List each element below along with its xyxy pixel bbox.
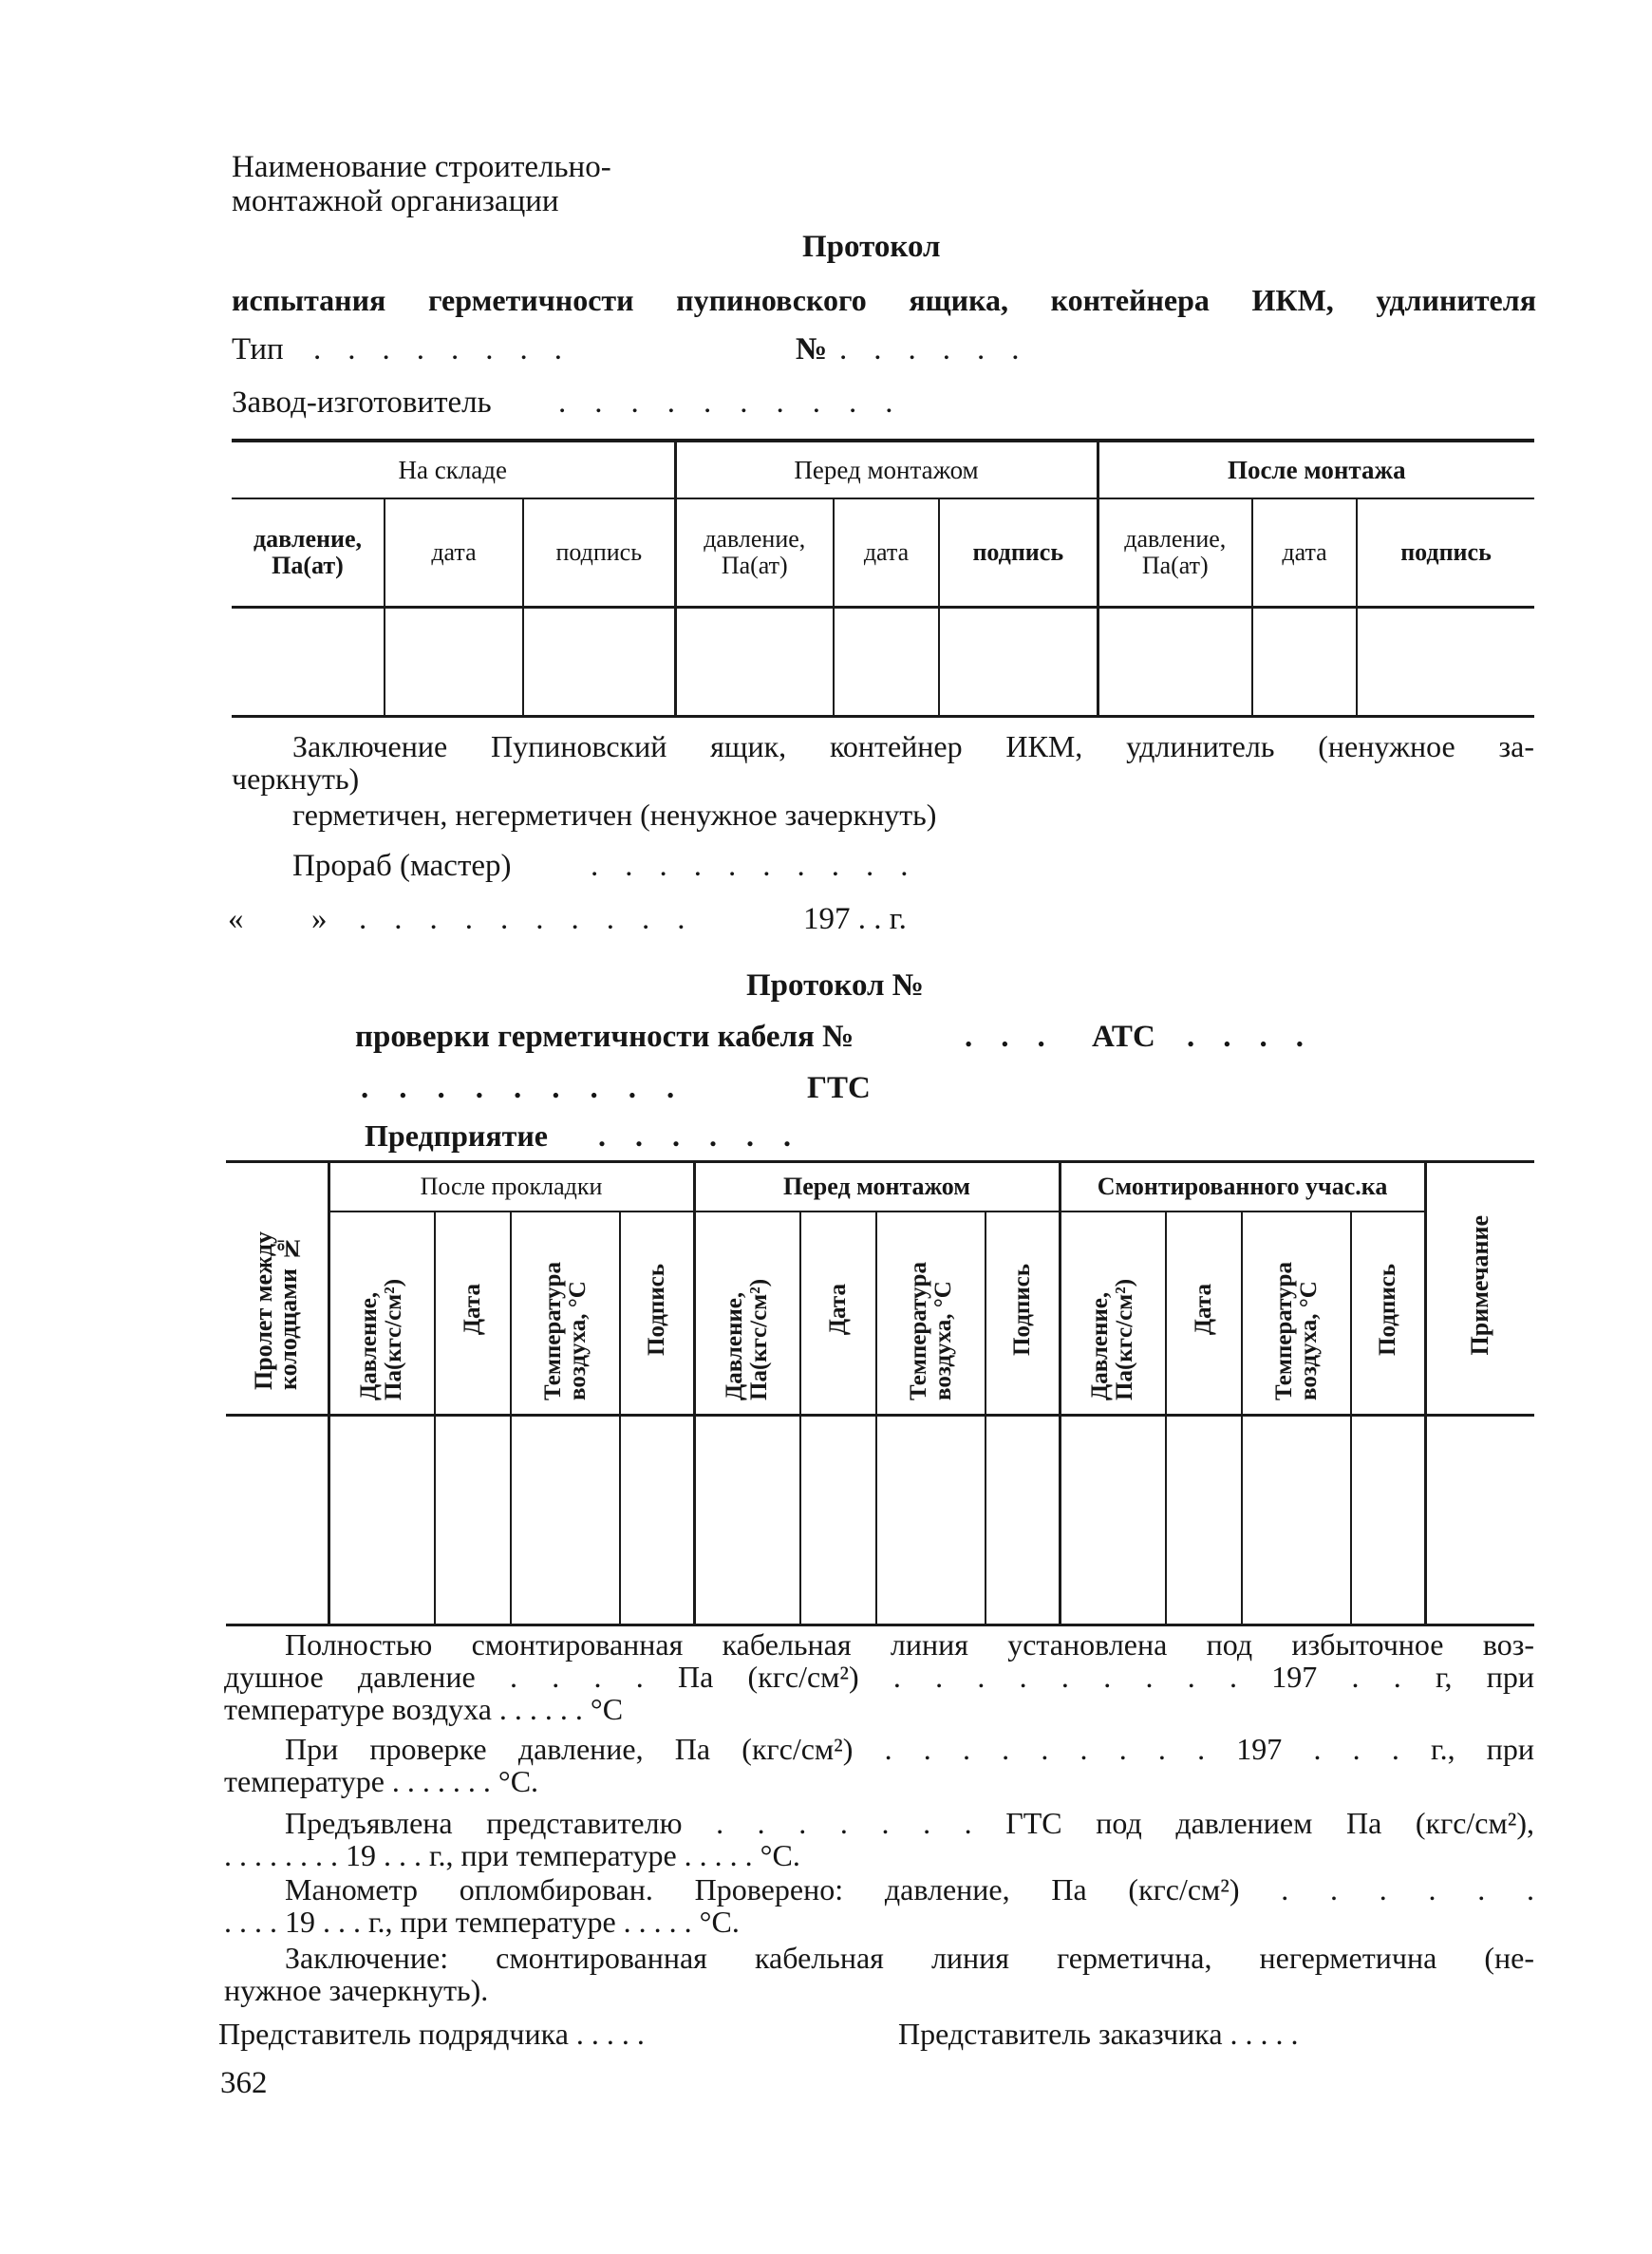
col-pressure-text: Давление, Па(кгс/см²)	[722, 1278, 773, 1400]
col-sign-text: Подпись	[1008, 1264, 1035, 1356]
para3-line2: . . . . . . . . 19 . . . г., при температуре . . . . . °С.	[224, 1838, 800, 1872]
blank-cell	[694, 1416, 800, 1625]
blank-cell	[511, 1416, 620, 1625]
foreman-label: Прораб (мастер)	[292, 849, 512, 883]
date-close-quote: »	[311, 902, 328, 936]
contractor-signature: Представитель подрядчика . . . . .	[218, 2017, 645, 2051]
enterprise-label: Предприятие	[365, 1118, 548, 1153]
col-temp-text: Температура воздуха, °С	[1270, 1261, 1322, 1400]
group-before-install: Перед монтажом	[694, 1162, 1060, 1212]
date-year: 197 . . г.	[803, 902, 907, 936]
cable-tightness-table	[226, 1160, 1534, 1626]
blank-cell	[986, 1416, 1060, 1625]
number-dots: ......	[839, 332, 1046, 366]
col-temp-text: Температура воздуха, °С	[539, 1261, 591, 1400]
col-sign: подпись	[523, 498, 675, 608]
col-sign-text: Подпись	[1374, 1264, 1400, 1356]
blank-cell	[523, 608, 675, 717]
para5-line2: нужное зачеркнуть).	[224, 1973, 489, 2007]
col-date	[800, 1212, 876, 1416]
blank-cell	[1425, 1416, 1534, 1625]
col-date	[435, 1212, 511, 1416]
para4-line2: . . . . 19 . . . г., при температуре . . . . . °С.	[224, 1905, 740, 1939]
col-sign	[620, 1212, 694, 1416]
type-dots: ........	[313, 332, 589, 366]
blank-cell	[232, 608, 385, 717]
para1-line2: душное давление . . . . Па (кгс/см²) . . . . . . . . . 197 . . г, при	[224, 1660, 1534, 1694]
col-date-text: Дата	[1191, 1284, 1217, 1336]
col-sign: подпись	[1357, 498, 1534, 608]
col-sign	[1351, 1212, 1425, 1416]
blank-cell	[834, 608, 939, 717]
org-name-line1: Наименование строительно-	[232, 150, 611, 184]
blank-cell	[1098, 608, 1252, 717]
blank-cell	[1351, 1416, 1425, 1625]
gts-label: ГТС	[807, 1071, 871, 1105]
foreman-dots: ..........	[591, 849, 935, 883]
ats-label: АТС	[1092, 1020, 1155, 1054]
col-temp	[876, 1212, 986, 1416]
conclusion-line1: Заключение Пупиновский ящик, контейнер ИКМ, удлинитель (ненужное за-	[292, 729, 1534, 763]
col-sign	[986, 1212, 1060, 1416]
blank-cell	[1242, 1416, 1351, 1625]
manufacturer-label: Завод-изготовитель	[232, 385, 492, 420]
group-before-install: Перед монтажом	[675, 441, 1098, 498]
protocol2-subtitle: проверки герметичности кабеля №	[355, 1020, 854, 1054]
para2-line2: температуре . . . . . . . °С.	[224, 1764, 539, 1798]
col-date-text: Дата	[460, 1284, 485, 1336]
blank-cell	[329, 1416, 435, 1625]
col-pressure	[329, 1212, 435, 1416]
col-temp	[511, 1212, 620, 1416]
col-pressure-text: Давление, Па(кгс/см²)	[1087, 1278, 1138, 1400]
pressure-test-table	[232, 439, 1534, 718]
col-date-text: Дата	[825, 1284, 852, 1336]
conclusion-line3: герметичен, негерметичен (ненужное зачеркнуть)	[292, 798, 937, 832]
org-name-line2: монтажной организации	[232, 184, 559, 218]
blank-cell	[675, 608, 834, 717]
para5-line1: Заключение: смонтированная кабельная линия герметична, негерметична (не-	[285, 1941, 1534, 1975]
para3-line1: Предъявлена представителю . . . . . . . ГТС под давлением Па (кгс/см²),	[285, 1806, 1534, 1840]
manufacturer-dots: ..........	[558, 385, 922, 420]
subtitle-dots-1: ...	[965, 1020, 1074, 1054]
number-label: №	[796, 332, 828, 366]
enterprise-dots: ......	[598, 1118, 820, 1153]
blank-cell	[939, 608, 1098, 717]
group-warehouse: На складе	[232, 441, 675, 498]
blank-cell	[620, 1416, 694, 1625]
col-temp	[1242, 1212, 1351, 1416]
subtitle-dots-2: ....	[1187, 1020, 1332, 1054]
col-pressure	[694, 1212, 800, 1416]
blank-cell	[1166, 1416, 1242, 1625]
col-pressure-text: Давление, Па(кгс/см²)	[356, 1278, 407, 1400]
protocol1-subtitle: испытания герметичности пупиновского ящика, контейнера ИКМ, удлинителя	[232, 283, 1536, 317]
group-after-install: После монтажа	[1098, 441, 1534, 498]
blank-cell	[876, 1416, 986, 1625]
protocol1-title: Протокол	[802, 230, 941, 264]
col-pressure: давление, Па(ат)	[675, 498, 834, 608]
col-sign: подпись	[939, 498, 1098, 608]
date-open-quote: «	[228, 902, 244, 936]
type-label: Тип	[232, 332, 284, 366]
blank-cell	[1060, 1416, 1166, 1625]
col-temp-text: Температура воздуха, °С	[905, 1261, 956, 1400]
blank-cell	[385, 608, 523, 717]
col-sign-text: Подпись	[643, 1264, 669, 1356]
span-header	[226, 1162, 329, 1416]
blank-cell	[1252, 608, 1357, 717]
para4-line1: Манометр опломбирован. Проверено: давление, Па (кгс/см²) . . . . . .	[285, 1872, 1534, 1907]
col-pressure: давление, Па(ат)	[232, 498, 385, 608]
protocol2-title: Протокол №	[746, 968, 924, 1003]
date-dots: ..........	[359, 902, 713, 936]
conclusion-line2: черкнуть)	[232, 761, 360, 796]
blank-cell	[226, 1416, 329, 1625]
col-pressure	[1060, 1212, 1166, 1416]
para1-line3: температуре воздуха . . . . . . °С	[224, 1692, 624, 1726]
group-mounted-section: Смонтированного учас.ка	[1060, 1162, 1425, 1212]
blank-cell	[800, 1416, 876, 1625]
col-date: дата	[1252, 498, 1357, 608]
page-number: 362	[220, 2066, 268, 2100]
note-header-text: Примечание	[1466, 1214, 1494, 1356]
customer-signature: Представитель заказчика . . . . .	[898, 2017, 1299, 2051]
col-pressure: давление, Па(ат)	[1098, 498, 1252, 608]
blank-cell	[435, 1416, 511, 1625]
col-date: дата	[385, 498, 523, 608]
para1-line1: Полностью смонтированная кабельная линия установлена под избыточное воз-	[285, 1627, 1534, 1662]
blank-cell	[1357, 608, 1534, 717]
col-date: дата	[834, 498, 939, 608]
col-date	[1166, 1212, 1242, 1416]
note-header	[1425, 1162, 1534, 1416]
group-after-laying: После прокладки	[329, 1162, 694, 1212]
para2-line1: При проверке давление, Па (кгс/см²) . . . . . . . . . 197 . . . г., при	[285, 1732, 1534, 1766]
gts-dots: .........	[361, 1071, 705, 1105]
span-header-text: Пролет между колодцами №	[250, 1230, 303, 1390]
